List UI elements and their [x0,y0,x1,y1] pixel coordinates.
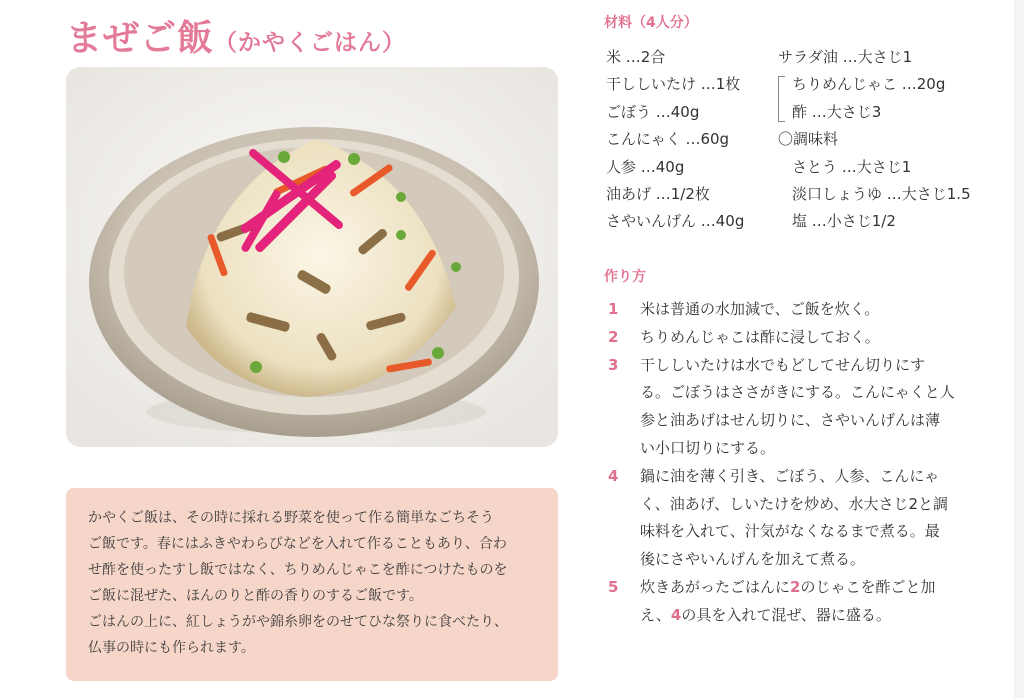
ingredient-item: こんにゃく …60g [606,130,730,149]
intro-line: ごはんの上に、紅しょうがや錦糸卵をのせてひな祭りに食べたり、 [88,614,508,630]
step-reference: 2 [790,577,801,596]
step-1 [604,296,960,324]
step-text: のじゃこを酢ごと加 [800,577,936,596]
step-5 [604,574,960,630]
ingredient-item: さやいんげん …40g [606,212,745,231]
intro-line: ご飯に混ぜた、ほんのりと酢の香りのするご飯です。 [88,588,423,604]
step-text: 炊きあがったごはんに [640,577,791,596]
intro-line: せ酢を使ったすし飯ではなく、ちりめんじゃこを酢につけたものを [88,562,508,578]
step-2 [604,324,960,352]
step-number: 2 [608,327,619,346]
method-heading: 作り方 [604,269,646,285]
step-line: 参と油あげはせん切りに、さやいんげんは薄 [640,411,941,430]
recipe-title [66,10,406,61]
ingredient-item: 淡口しょうゆ …大さじ1.5 [792,184,971,203]
step-line: い小口切りにする。 [640,438,776,457]
method-steps [604,296,960,630]
ingredients-column-2 [778,44,971,236]
intro-line: 仏事の時にも作られます。 [88,640,255,656]
ingredient-item: 油あげ …1/2枚 [606,184,710,203]
ingredient-item: ごぼう …40g [606,102,700,121]
step-number: 4 [608,466,619,485]
step-line: く、油あげ、しいたけを炒め、水大さじ2と調 [640,494,949,513]
step-number: 3 [608,355,619,374]
step-4 [604,463,960,574]
step-line: る。ごぼうはささがきにする。こんにゃくと人 [640,383,955,402]
step-line: 干ししいたけは水でもどしてせん切りにす [640,355,926,374]
ingredient-item: 干ししいたけ …1枚 [606,75,741,94]
step-number: 5 [608,577,619,596]
ingredients-heading: 材料（4人分） [604,15,698,31]
ingredient-group-label: 〇調味料 [778,130,839,149]
intro-line: かやくご飯は、その時に採れる野菜を使って作る簡単なごちそう [88,510,494,526]
ingredient-item: 酢 …大さじ3 [792,102,882,121]
ingredient-item: サラダ油 …大さじ1 [778,48,913,66]
step-line: 鍋に油を薄く引き、ごぼう、人参、こんにゃ [640,466,940,485]
dish-photo [66,67,558,447]
ingredient-item: 塩 …小さじ1/2 [792,212,896,231]
step-number: 1 [608,300,619,318]
ingredient-item: ちりめんじゃこ …20g [792,75,946,94]
ingredient-item: さとう …大さじ1 [792,157,912,176]
step-3 [604,352,960,463]
intro-text-box [66,488,558,681]
title-reading: （かやくごはん） [214,30,407,56]
mixed-rice-bowl-image [66,67,558,447]
step-line: 味料を入れて、汁気がなくなるまで煮る。最 [640,522,940,541]
ingredients-column-1 [606,44,744,236]
step-text: え、 [640,605,671,624]
step-line [640,574,935,602]
step-reference: 4 [670,605,682,624]
step-line: 後にさやいんげんを加えて煮る。 [640,550,866,569]
ingredient-item: 米 …2合 [606,48,666,66]
title-main: まぜご飯 [66,18,215,59]
step-line [640,602,935,630]
step-line: 米は普通の水加減で、ご飯を炊く。 [640,300,880,318]
step-text: の具を入れて混ぜ、器に盛る。 [681,605,891,624]
step-line: ちりめんじゃこは酢に浸しておく。 [640,327,880,346]
page-edge [1014,0,1024,698]
intro-line: ご飯です。春にはふきやわらびなどを入れて作ることもあり、合わ [88,536,507,552]
ingredient-item: 人参 …40g [606,157,685,176]
